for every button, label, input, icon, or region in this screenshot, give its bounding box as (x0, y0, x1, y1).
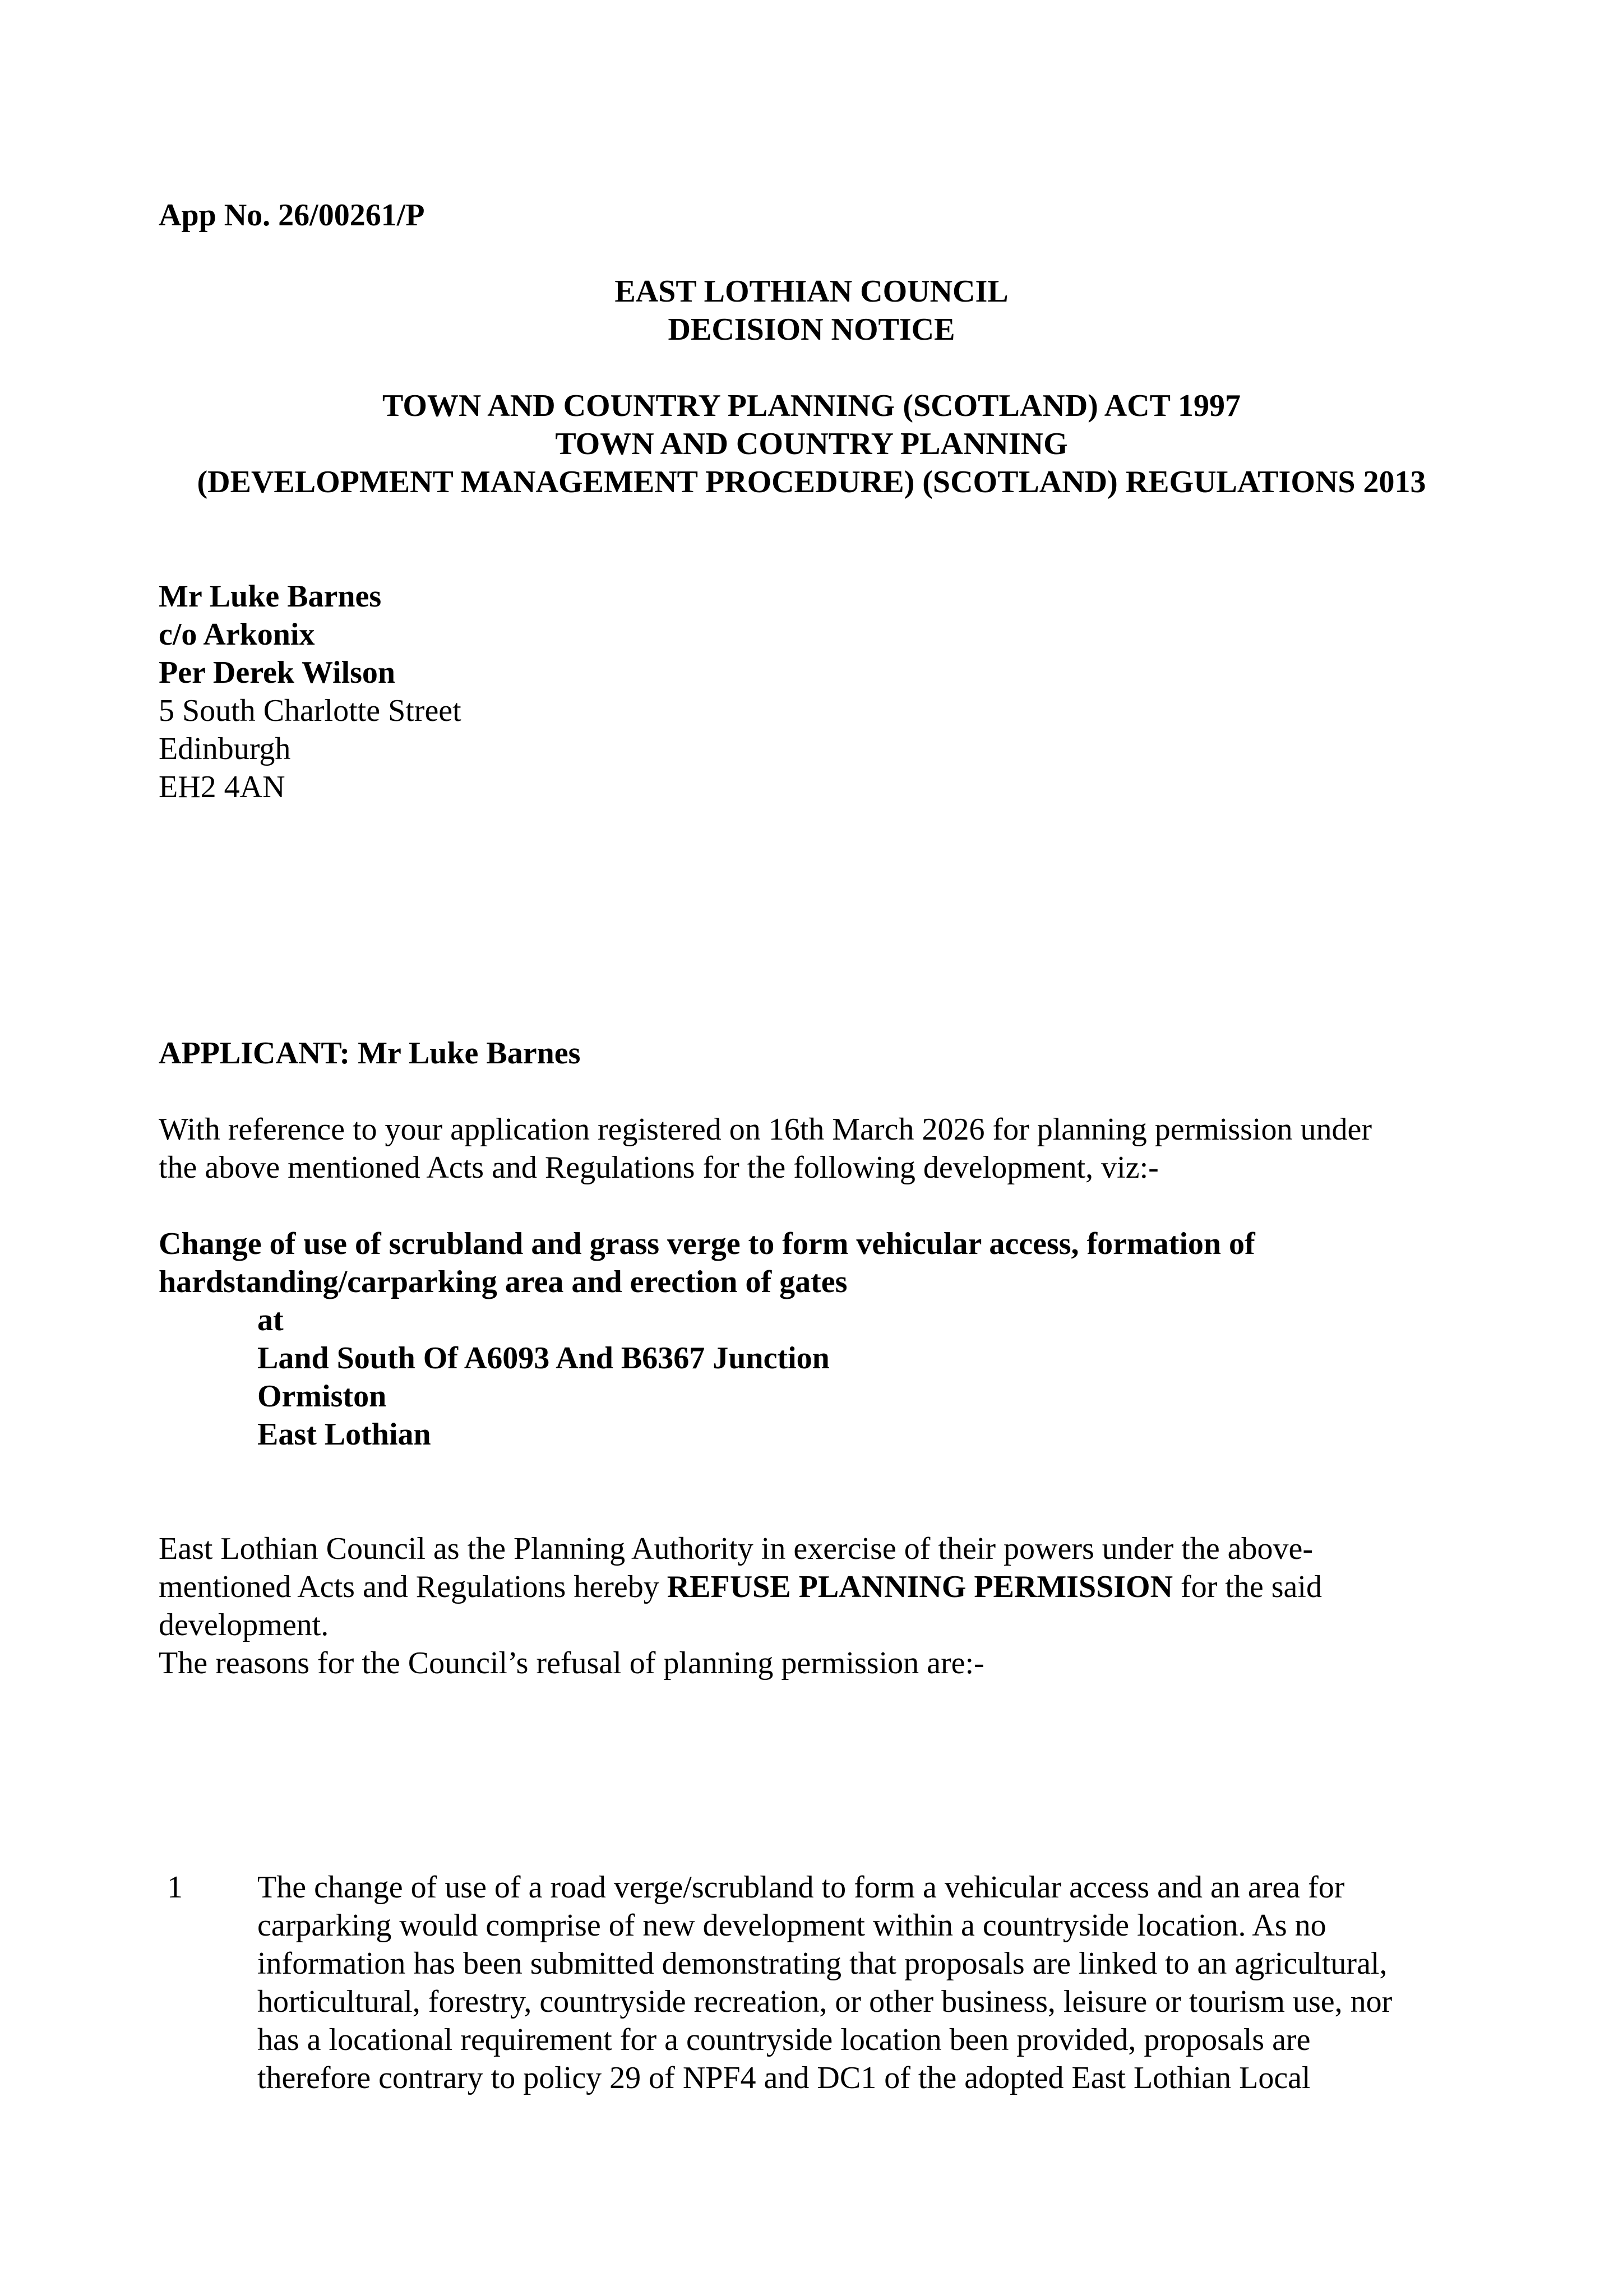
development-at: at (257, 1303, 284, 1337)
reason-line: information has been submitted demonstrating that proposals are linked to an agricultural, (257, 1946, 1388, 1981)
recipient-street: 5 South Charlotte Street (159, 693, 461, 728)
intro-line: the above mentioned Acts and Regulations for the following development, viz:- (159, 1150, 1159, 1185)
development-description (159, 1225, 1465, 1453)
refusal-statement: REFUSE PLANNING PERMISSION (667, 1570, 1173, 1604)
recipient-name: Mr Luke Barnes (159, 579, 382, 614)
intro-paragraph (159, 1110, 1465, 1187)
decision-line: East Lothian Council as the Planning Authority in exercise of their powers under the above- (159, 1531, 1314, 1566)
reason-line: The change of use of a road verge/scrubland to form a vehicular access and an area for (257, 1870, 1345, 1905)
act-title-2: TOWN AND COUNTRY PLANNING (555, 427, 1068, 461)
recipient-city: Edinburgh (159, 732, 291, 766)
development-line: Change of use of scrubland and grass verge to form vehicular access, formation of (159, 1226, 1255, 1261)
decision-paragraph (159, 1530, 1465, 1644)
application-number: App No. 26/00261/P (159, 198, 425, 233)
development-line: hardstanding/carparking area and erection of gates (159, 1265, 848, 1299)
decision-line: mentioned Acts and Regulations hereby REFUSE PLANNING PERMISSION for the said (159, 1570, 1322, 1604)
applicant-line: APPLICANT: Mr Luke Barnes (159, 1036, 581, 1071)
site-address-line: Ormiston (257, 1379, 387, 1414)
decision-line: development. (159, 1608, 329, 1642)
site-address-line: Land South Of A6093 And B6367 Junction (257, 1341, 830, 1376)
recipient-per: Per Derek Wilson (159, 655, 396, 690)
recipient-address (159, 577, 1465, 806)
act-title-3: (DEVELOPMENT MANAGEMENT PROCEDURE) (SCOTLAND) REGULATIONS 2013 (197, 465, 1426, 499)
reason-line: therefore contrary to policy 29 of NPF4 and DC1 of the adopted East Lothian Local (257, 2061, 1311, 2095)
intro-line: With reference to your application registered on 16th March 2026 for planning permission under (159, 1112, 1372, 1147)
reason-line: horticultural, forestry, countryside recreation, or other business, leisure or tourism use, nor (257, 1984, 1393, 2019)
reason-line: has a locational requirement for a countryside location been provided, proposals are (257, 2022, 1311, 2057)
reason-number: 1 (167, 1870, 183, 1905)
notice-title: DECISION NOTICE (668, 312, 955, 347)
council-title: EAST LOTHIAN COUNCIL (614, 274, 1009, 309)
act-title-1: TOWN AND COUNTRY PLANNING (SCOTLAND) ACT 1997 (382, 388, 1241, 423)
recipient-postcode: EH2 4AN (159, 770, 285, 804)
reason-text (257, 1868, 1491, 2097)
recipient-care-of: c/o Arkonix (159, 617, 315, 652)
reasons-intro: The reasons for the Council’s refusal of planning permission are:- (159, 1646, 984, 1681)
site-address-line: East Lothian (257, 1417, 431, 1452)
reason-line: carparking would comprise of new development within a countryside location. As no (257, 1908, 1326, 1943)
